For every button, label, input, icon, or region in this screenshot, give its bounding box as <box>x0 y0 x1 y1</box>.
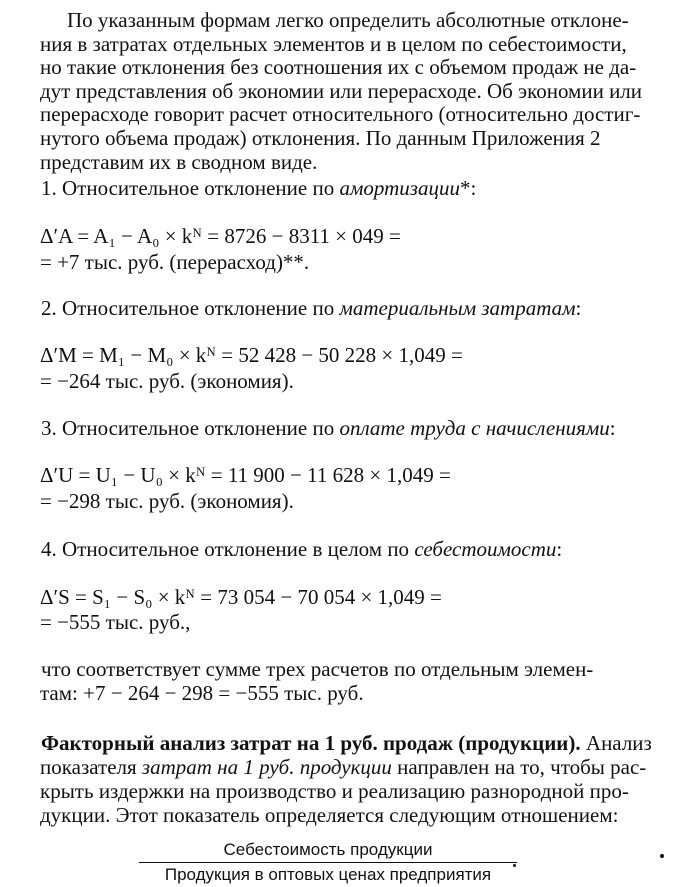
factor-line-2-rest: направлен на то, чтобы рас- <box>391 755 647 779</box>
summary-line-1: что соответствует сумме трех расчетов по отдельным элемен- <box>41 657 594 681</box>
item-3-heading-emph: оплате труда с начислениями <box>339 416 610 440</box>
item-2-heading <box>41 296 581 320</box>
item-2-heading-suffix: : <box>575 296 582 320</box>
item-2-heading-emph: материальным затратам <box>339 296 576 320</box>
item-4-heading-suffix: : <box>556 537 563 561</box>
factor-title: Факторный анализ затрат на 1 руб. продаж (продукции). <box>41 731 581 755</box>
intro-line-2: ния в затратах отдельных элементов и в целом по себестоимости, <box>40 32 627 56</box>
intro-line-7: представим их в сводном виде. <box>40 150 318 174</box>
item-3-heading-suffix: : <box>609 416 616 440</box>
item-2-heading-prefix: 2. Относительное отклонение по <box>41 296 340 320</box>
fraction-numerator: Себестоимость продукции <box>223 840 433 859</box>
item-4-result: = −555 тыс. руб., <box>40 610 191 634</box>
fraction-denominator: Продукция в оптовых ценах предприятия <box>164 865 492 884</box>
item-1-formula: Δ′A = A₁ − A₀ × kᴺ = 8726 − 8311 × 049 = <box>40 224 401 248</box>
factor-line-2 <box>40 755 646 779</box>
item-3-result: = −298 тыс. руб. (экономия). <box>40 489 294 513</box>
item-2-result: = −264 тыс. руб. (экономия). <box>40 369 294 393</box>
intro-line-4: дут представления об экономии или перерасходе. Об экономии или <box>40 79 643 103</box>
item-4-heading <box>41 537 562 561</box>
factor-line-1-rest: Анализ <box>580 731 652 755</box>
fraction-bar <box>139 862 517 863</box>
item-1-heading-suffix: *: <box>459 176 477 200</box>
cost-ratio-fraction <box>139 840 517 885</box>
factor-line-2-prefix: показателя <box>40 755 142 779</box>
intro-line-5: перерасходе говорит расчет относительного (относительно достиг- <box>40 102 641 126</box>
item-4-heading-emph: себестоимости <box>414 537 557 561</box>
item-4-heading-prefix: 4. Относительное отклонение в целом по <box>41 537 415 561</box>
scan-dot <box>513 864 516 867</box>
factor-line-3: крыть издержки на производство и реализацию разнородной про- <box>40 779 629 803</box>
item-1-heading-emph: амортизации <box>339 176 460 200</box>
item-3-heading-prefix: 3. Относительное отклонение по <box>41 416 340 440</box>
factor-line-4: дукции. Этот показатель определяется следующим отношением: <box>40 803 619 827</box>
summary-line-2: там: +7 − 264 − 298 = −555 тыс. руб. <box>40 681 364 705</box>
item-4-formula: Δ′S = S₁ − S₀ × kᴺ = 73 054 − 70 054 × 1,049 = <box>40 585 442 609</box>
factor-line-2-emph: затрат на 1 руб. продукции <box>141 755 392 779</box>
intro-line-3: но такие отклонения без соотношения их с объемом продаж не да- <box>40 55 637 79</box>
scan-dot <box>660 854 664 858</box>
item-1-result: = +7 тыс. руб. (перерасход)**. <box>40 250 310 274</box>
intro-line-1: По указанным формам легко определить абсолютные отклоне- <box>67 8 629 32</box>
intro-line-6: нутого объема продаж) отклонения. По данным Приложения 2 <box>40 126 601 150</box>
item-2-formula: Δ′M = M₁ − M₀ × kᴺ = 52 428 − 50 228 × 1,049 = <box>40 343 463 367</box>
item-1-heading-prefix: 1. Относительное отклонение по <box>41 176 340 200</box>
item-1-heading <box>41 176 476 200</box>
item-3-formula: Δ′U = U₁ − U₀ × kᴺ = 11 900 − 11 628 × 1,049 = <box>40 463 451 487</box>
item-3-heading <box>41 416 616 440</box>
factor-line-1 <box>41 731 652 755</box>
